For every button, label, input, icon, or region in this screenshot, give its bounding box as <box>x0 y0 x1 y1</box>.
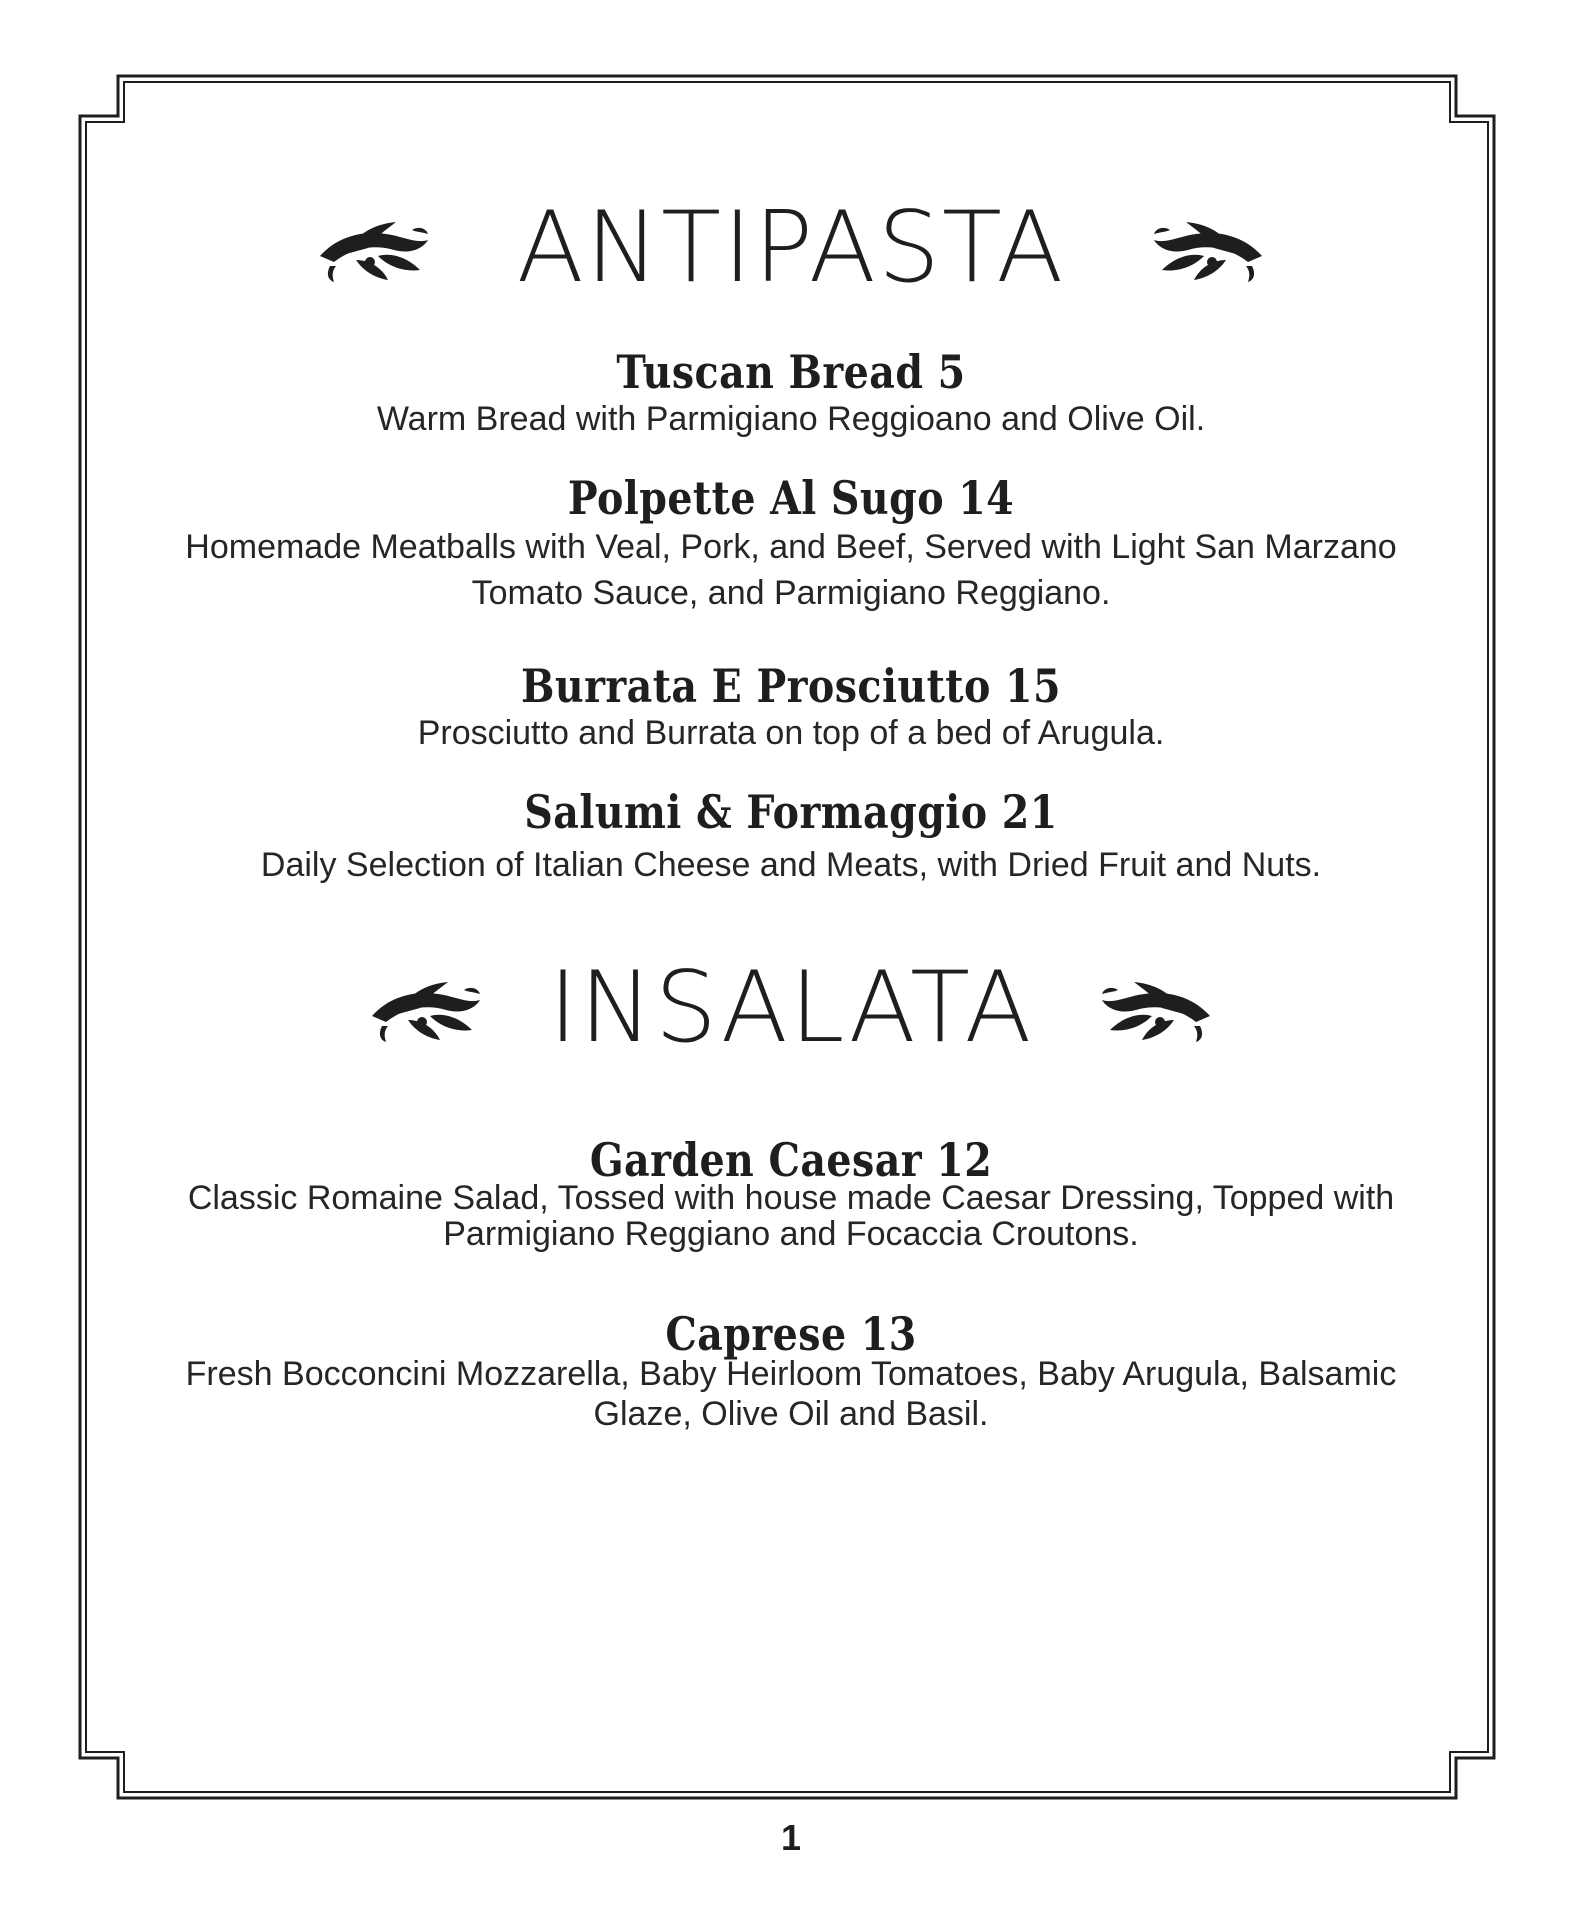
section-title: ANTIPASTA <box>516 191 1066 305</box>
menu-item <box>0 346 1582 440</box>
menu-item <box>0 1308 1582 1434</box>
item-name: Garden Caesar 12 <box>589 1133 993 1187</box>
item-name: Caprese 13 <box>665 1307 917 1361</box>
section-header-antipasta <box>0 188 1582 308</box>
item-name: Tuscan Bread 5 <box>616 345 966 399</box>
item-description: Prosciutto and Burrata on top of a bed of Arugula. <box>417 714 1165 752</box>
section-header-insalata <box>0 948 1582 1068</box>
menu-item <box>0 1134 1582 1252</box>
menu-item <box>0 786 1582 886</box>
item-description: Warm Bread with Parmigiano Reggioano and Olive Oil. <box>376 400 1206 438</box>
item-description: Classic Romaine Salad, Tossed with house made Caesar Dressing, Topped with Parmigiano Reggiano and Focaccia Croutons. <box>187 1179 1395 1253</box>
item-name: Polpette Al Sugo 14 <box>567 471 1015 525</box>
item-description: Fresh Bocconcini Mozzarella, Baby Heirloom Tomatoes, Baby Arugula, Balsamic Glaze, Olive Oil and Basil. <box>185 1355 1397 1433</box>
olive-branch-flourish-icon <box>1094 976 1214 1046</box>
page-number: 1 <box>780 1817 802 1858</box>
item-description: Homemade Meatballs with Veal, Pork, and Beef, Served with Light San Marzano Tomato Sauce, and Parmigiano Reggiano. <box>185 528 1397 612</box>
menu-item <box>0 472 1582 616</box>
menu-item <box>0 660 1582 754</box>
olive-branch-flourish-icon <box>1146 216 1266 286</box>
item-description: Daily Selection of Italian Cheese and Meats, with Dried Fruit and Nuts. <box>260 846 1322 884</box>
item-name: Burrata E Prosciutto 15 <box>521 659 1061 713</box>
item-name: Salumi & Formaggio 21 <box>524 785 1058 839</box>
section-title: INSALATA <box>548 951 1034 1065</box>
